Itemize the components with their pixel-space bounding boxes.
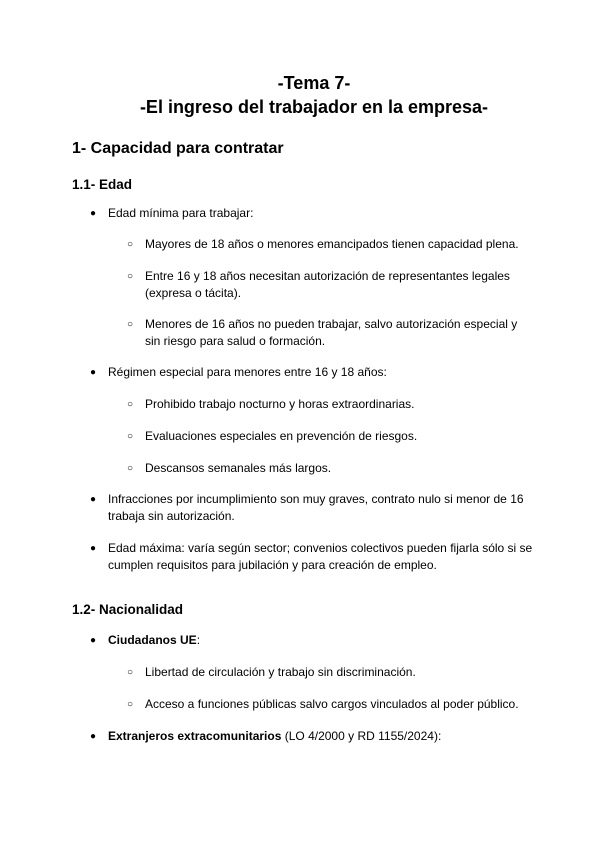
ue-suffix: :: [196, 633, 201, 647]
bullet-circle-icon: ○: [127, 463, 134, 474]
bullet-circle-icon: ○: [127, 699, 134, 710]
list-item: Descansos semanales más largos.: [145, 461, 332, 475]
list-item: Evaluaciones especiales en prevención de riesgos.: [145, 429, 418, 443]
bullet-disc-icon: ●: [90, 494, 97, 505]
bullet-circle-icon: ○: [127, 271, 134, 282]
bullet-circle-icon: ○: [127, 667, 134, 678]
list-item: Régimen especial para menores entre 16 y 18 años:: [108, 365, 387, 379]
bullet-circle-icon: ○: [127, 399, 134, 410]
list-item: Edad máxima: varía según sector; convenios colectivos pueden fijarla sólo si se cumplen requisitos para jubilación y para creación de empleo.: [108, 541, 533, 572]
list-item: Edad mínima para trabajar:: [108, 206, 254, 220]
list-item: Libertad de circulación y trabajo sin discriminación.: [145, 665, 416, 679]
list-item: Acceso a funciones públicas salvo cargos vinculados al poder público.: [145, 697, 519, 711]
bullet-circle-icon: ○: [127, 319, 134, 330]
ue-label: Ciudadanos UE: [108, 633, 197, 647]
list-item: Prohibido trabajo nocturno y horas extraordinarias.: [145, 397, 415, 411]
bullet-circle-icon: ○: [127, 431, 134, 442]
subsection-heading-edad: 1.1- Edad: [72, 177, 133, 192]
list-item: Mayores de 18 años o menores emancipados tienen capacidad plena.: [145, 237, 519, 251]
bullet-circle-icon: ○: [127, 239, 134, 250]
list-item-extracomunitarios: [108, 728, 538, 745]
extra-label: Extranjeros extracomunitarios: [108, 729, 282, 743]
bullet-disc-icon: ●: [90, 543, 97, 554]
section-heading-capacidad: 1- Capacidad para contratar: [72, 140, 284, 157]
list-item: Menores de 16 años no pueden trabajar, salvo autorización especial y sin riesgo para salud o formación.: [145, 317, 518, 348]
bullet-disc-icon: ●: [90, 635, 97, 646]
extra-suffix: (LO 4/2000 y RD 1155/2024):: [281, 729, 442, 743]
doc-title-line1: -Tema 7-: [277, 73, 351, 93]
bullet-disc-icon: ●: [90, 367, 97, 378]
bullet-disc-icon: ●: [90, 208, 97, 219]
bullet-disc-icon: ●: [90, 731, 97, 742]
list-item-ue: [108, 632, 538, 649]
doc-title-line2: -El ingreso del trabajador en la empresa-: [139, 97, 489, 117]
list-item: Infracciones por incumplimiento son muy graves, contrato nulo si menor de 16 trabaja sin autorización.: [108, 492, 524, 523]
subsection-heading-nacionalidad: 1.2- Nacionalidad: [72, 602, 184, 617]
list-item: Entre 16 y 18 años necesitan autorización de representantes legales (expresa o tácita).: [145, 269, 510, 300]
